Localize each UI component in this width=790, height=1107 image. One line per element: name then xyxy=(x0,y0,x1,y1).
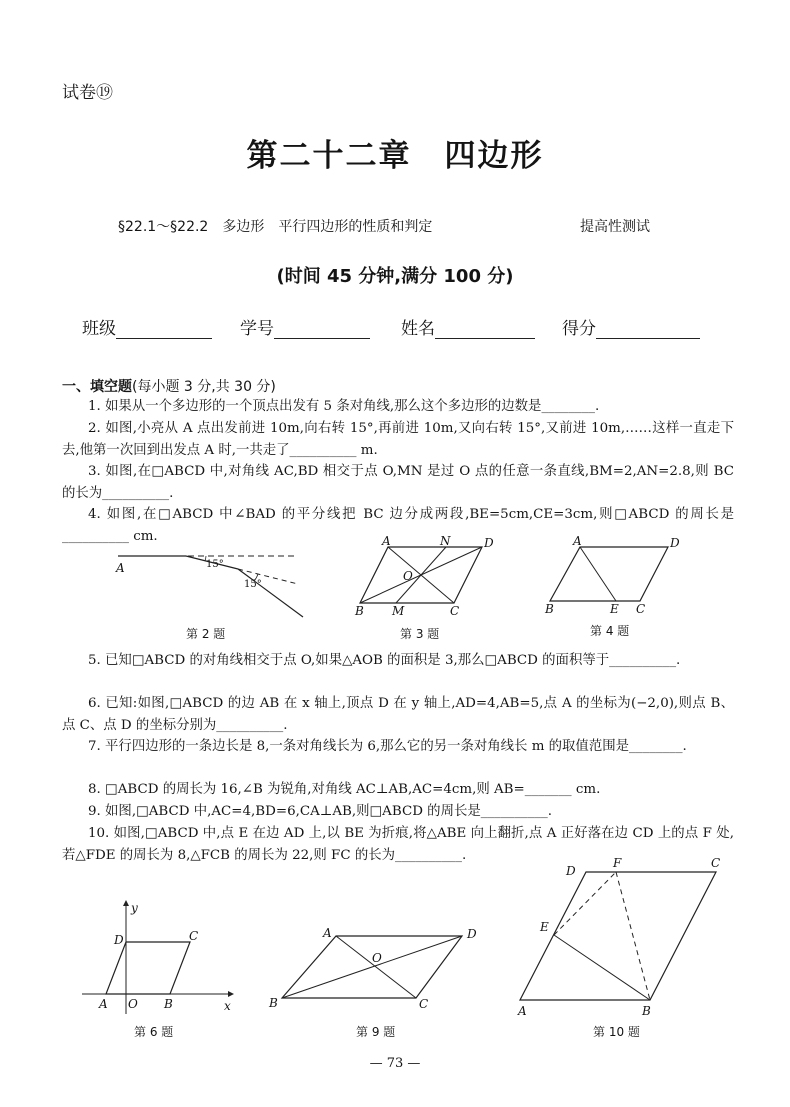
question-number: 4. xyxy=(88,507,101,522)
question-number: 5. xyxy=(88,653,101,668)
question-8 xyxy=(62,779,734,801)
question-number: 1. xyxy=(88,399,101,414)
class-label: 班级 xyxy=(82,319,116,339)
question-9 xyxy=(62,801,734,823)
fig2-angle-2: 15° xyxy=(244,579,262,590)
student-id-label: 学号 xyxy=(240,319,274,339)
fig10-label-a: A xyxy=(518,1004,527,1018)
fig3-label-o: O xyxy=(403,569,413,583)
name-field xyxy=(401,314,535,339)
fig6-label-o: O xyxy=(128,997,138,1011)
fig10-label-d: D xyxy=(566,864,576,878)
fig3-label-a: A xyxy=(382,535,391,548)
question-number: 6. xyxy=(88,696,101,711)
fig10-caption: 第 10 题 xyxy=(593,1025,640,1039)
student-id-field xyxy=(240,314,370,339)
fig3-label-n: N xyxy=(440,535,451,548)
fig9-label-a: A xyxy=(323,926,332,940)
name-label: 姓名 xyxy=(401,319,435,339)
fig6-label-a: A xyxy=(99,997,108,1011)
question-text: 如图,小亮从 A 点出发前进 10m,向右转 15°,再前进 10m,又向右转 15°,又前进 10m,……这样一直走下去,他第一次回到出发点 A 时,一共走了__________ m. xyxy=(62,421,734,458)
fig4-label-a: A xyxy=(573,535,582,548)
fig2-caption: 第 2 题 xyxy=(186,627,226,641)
question-1 xyxy=(62,396,734,418)
question-3 xyxy=(62,461,734,504)
section-heading xyxy=(62,376,276,396)
fig6-label-b: B xyxy=(164,997,173,1011)
name-blank[interactable] xyxy=(435,322,535,339)
figure-9 xyxy=(262,922,492,1012)
question-number: 7. xyxy=(88,739,101,754)
figure-4 xyxy=(540,535,690,620)
fig3-caption: 第 3 题 xyxy=(400,627,440,641)
time-info: (时间 45 分钟,满分 100 分) xyxy=(276,266,514,287)
question-text: 如图,在□ABCD 中,对角线 AC,BD 相交于点 O,MN 是过 O 点的任意一条直线,BM=2,AN=2.8,则 BC 的长为__________. xyxy=(62,464,734,501)
question-number: 10. xyxy=(88,826,110,841)
fig9-label-o: O xyxy=(372,951,382,965)
chapter-title: 第二十二章 四边形 xyxy=(246,138,544,174)
question-5 xyxy=(62,650,734,672)
question-6 xyxy=(62,693,734,736)
question-number: 3. xyxy=(88,464,101,479)
fig6-label-y: y xyxy=(131,901,138,915)
fig4-label-b: B xyxy=(545,602,554,616)
fig3-label-c: C xyxy=(450,604,460,618)
fig6-caption: 第 6 题 xyxy=(134,1025,174,1039)
question-text: 如图,□ABCD 中,AC=4,BD=6,CA⊥AB,则□ABCD 的周长是__________. xyxy=(105,804,552,819)
figure-3 xyxy=(350,535,500,620)
question-2 xyxy=(62,418,734,461)
fig9-label-d: D xyxy=(467,927,477,941)
section-range: §22.1～§22.2 多边形 平行四边形的性质和判定 xyxy=(118,219,433,235)
fig10-label-f: F xyxy=(613,856,622,870)
question-text: 如图,□ABCD 中,点 E 在边 AD 上,以 BE 为折痕,将△ABE 向上翻折,点 A 正好落在边 CD 上的点 F 处,若△FDE 的周长为 8,△FCB 的周长为 22,则 FC 的长为__________. xyxy=(62,826,735,863)
fig10-label-e: E xyxy=(540,920,549,934)
fig6-label-d: D xyxy=(114,933,124,947)
section-type: 提高性测试 xyxy=(580,219,650,235)
paper-label: 试卷⑲ xyxy=(62,83,113,103)
page-number: — 73 — xyxy=(369,1056,421,1071)
fig10-label-b: B xyxy=(642,1004,651,1018)
fig9-caption: 第 9 题 xyxy=(356,1025,396,1039)
fig3-label-m: M xyxy=(392,604,405,618)
class-field xyxy=(82,314,212,339)
question-text: □ABCD 的周长为 16,∠B 为锐角,对角线 AC⊥AB,AC=4cm,则 AB=_______ cm. xyxy=(105,782,601,797)
score-label: 得分 xyxy=(562,319,596,339)
score-field xyxy=(562,314,700,339)
question-number: 8. xyxy=(88,782,101,797)
question-number: 9. xyxy=(88,804,101,819)
figure-6 xyxy=(78,898,238,1018)
score-blank[interactable] xyxy=(596,322,700,339)
fig2-angle-1: 15° xyxy=(206,559,224,570)
class-blank[interactable] xyxy=(116,322,212,339)
fig10-label-c: C xyxy=(711,856,721,870)
student-id-blank[interactable] xyxy=(274,322,370,339)
question-text: 已知:如图,□ABCD 的边 AB 在 x 轴上,顶点 D 在 y 轴上,AD=4,AB=5,点 A 的坐标为(−2,0),则点 B、点 C、点 D 的坐标分别为__________. xyxy=(62,696,734,733)
question-text: 平行四边形的一条边长是 8,一条对角线长为 6,那么它的另一条对角线长 m 的取值范围是________. xyxy=(105,739,687,754)
question-number: 2. xyxy=(88,421,101,436)
question-7 xyxy=(62,736,734,758)
fig4-caption: 第 4 题 xyxy=(590,624,630,638)
section-note: (每小题 3 分,共 30 分) xyxy=(132,379,276,395)
fig9-label-c: C xyxy=(419,997,429,1011)
fig6-label-x: x xyxy=(224,999,231,1013)
fig9-label-b: B xyxy=(269,996,278,1010)
fig3-label-d: D xyxy=(484,536,494,550)
figure-2 xyxy=(108,545,308,625)
fig4-label-e: E xyxy=(610,602,619,616)
question-text: 如果从一个多边形的一个顶点出发有 5 条对角线,那么这个多边形的边数是________. xyxy=(105,399,600,414)
fig6-label-c: C xyxy=(189,929,199,943)
fig2-label-a: A xyxy=(116,561,125,575)
question-text: 已知□ABCD 的对角线相交于点 O,如果△AOB 的面积是 3,那么□ABCD 的面积等于__________. xyxy=(105,653,681,668)
question-text: 如图,在□ABCD 中∠BAD 的平分线把 BC 边分成两段,BE=5cm,CE=3cm,则□ABCD 的周长是__________ cm. xyxy=(62,507,734,544)
fig4-label-c: C xyxy=(636,602,646,616)
fig3-label-b: B xyxy=(355,604,364,618)
section-title: 一、填空题 xyxy=(62,379,132,395)
fig4-label-d: D xyxy=(670,536,680,550)
figure-10 xyxy=(510,855,730,1025)
